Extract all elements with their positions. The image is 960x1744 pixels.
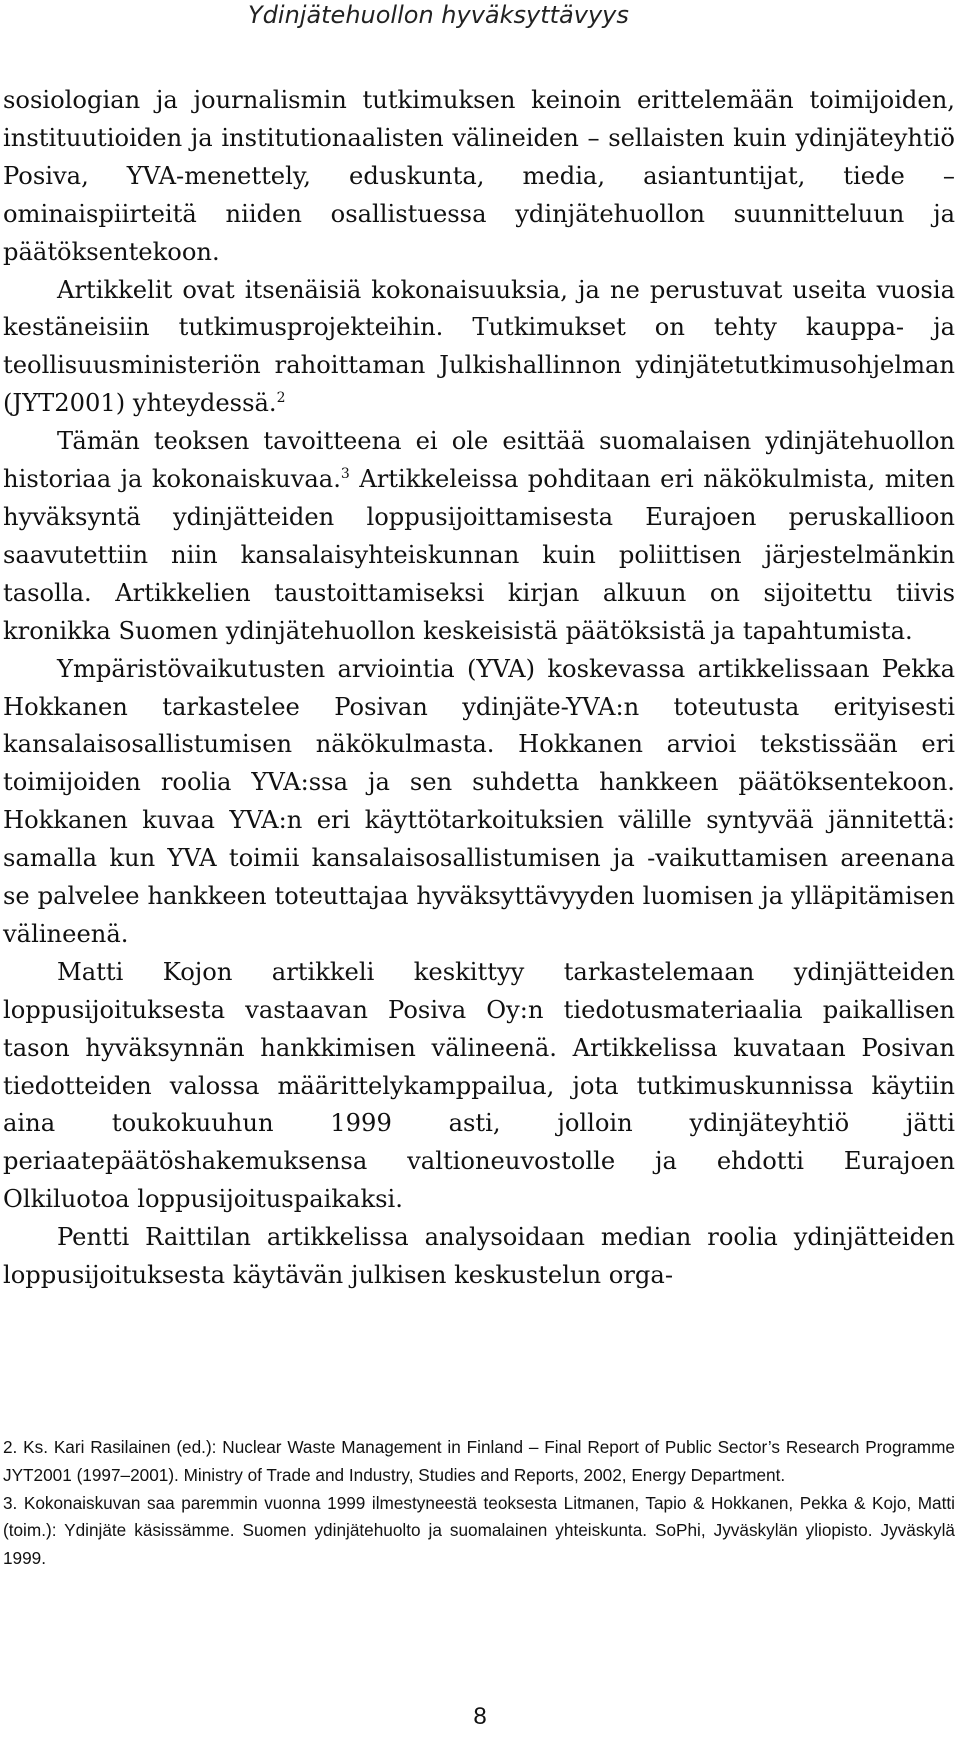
paragraph-articles (3, 272, 955, 424)
paragraph-text: Artikkelit ovat itsenäisiä kokonaisuuksia, ja ne perustuvat useita vuosia kestäneisiin tutkimusprojekteihin. Tutkimukset on tehty kauppa- ja teollisuusministeriön rahoittaman Julkishallinnon ydinjätetutkimusohjelman (JYT2001) yhteydessä. (3, 275, 955, 418)
paragraph-text: Tämän teoksen tavoitteena ei ole esittää suomalaisen ydinjätehuollon historiaa ja kokonaiskuvaa. (3, 427, 955, 494)
footnotes (3, 1434, 955, 1573)
paragraph-text: Artikkeleissa pohditaan eri näkökulmista, miten hyväksyntä ydinjätteiden loppusijoittamisesta Eurajoen peruskallioon saavutettiin niin kansalaisyhteiskunnan kuin poliittisen järjestelmänkin tasolla. Artikkelien taustoittamiseksi kirjan alkuun on sijoitettu tiivis kronikka Suomen ydinjätehuollon keskeisistä päätöksistä ja tapahtumista. (3, 465, 955, 645)
paragraph-text: Pentti Raittilan artikkelissa analysoidaan median roolia ydinjätteiden loppusijoituksesta käytävän julkisen keskustelun orga- (3, 1223, 955, 1290)
paragraph-aim (3, 423, 955, 650)
running-header: Ydinjätehuollon hyväksyttävyys (248, 1, 629, 29)
paragraph-raittila (3, 1219, 955, 1295)
paragraph-text: Ympäristövaikutusten arviointia (YVA) koskevassa artikkelissaan Pekka Hokkanen tarkastelee Posivan ydinjäte-YVA:n toteutusta erityisesti kansalaisosallistumisen näkökulmasta. Hokkanen arvioi tekstissään eri toimijoiden roolia YVA:ssa ja sen suhdetta hankkeen päätöksentekoon. Hokkanen kuvaa YVA:n eri käyttötarkoituksien välille syntyvää jännitettä: samalla kun YVA toimii kansalaisosallistumisen ja -vaikuttamisen areenana se palvelee hankkeen toteuttajaa hyväksyttävyyden luomisen ja ylläpitämisen välineenä. (3, 654, 955, 948)
paragraph-intro (3, 82, 955, 272)
paragraph-hokkanen (3, 651, 955, 954)
footnote-reference-2[interactable]: 2 (276, 390, 286, 407)
footnote-3: 3. Kokonaiskuvan saa paremmin vuonna 1999 ilmestyneestä teoksesta Litmanen, Tapio & Hokkanen, Pekka & Kojo, Matti (toim.): Ydinjäte käsissämme. Suomen ydinjätehuolto ja suomalainen yhteiskunta. SoPhi, Jyväskylän yliopisto. Jyväskylä 1999. (3, 1492, 955, 1569)
paragraph-kojo (3, 954, 955, 1219)
footnote-2: 2. Ks. Kari Rasilainen (ed.): Nuclear Waste Management in Finland – Final Report of Public Sector’s Research Programme JYT2001 (1997–2001). Ministry of Trade and Industry, Studies and Reports, 2002, Energy Department. (3, 1437, 955, 1485)
page-number: 8 (473, 1703, 487, 1730)
footnote-reference-3[interactable]: 3 (340, 466, 350, 483)
paragraph-text: sosiologian ja journalismin tutkimuksen keinoin erittelemään toimijoiden, instituutioiden ja institutionaalisten välineiden – sellaisten kuin ydinjäteyhtiö Posiva, YVA-menettely, eduskunta, media, asiantuntijat, tiede – ominaispiirteitä niiden osallistuessa ydinjätehuollon suunnitteluun ja päätöksentekoon. (3, 86, 955, 266)
paragraph-text: Matti Kojon artikkeli keskittyy tarkastelemaan ydinjätteiden loppusijoituksesta vastaavan Posiva Oy:n tiedotusmateriaalia paikallisen tason hyväksynnän hankkimisen välineenä. Artikkelissa kuvataan Posivan tiedotteiden valossa määrittelykamppailua, jota tutkimuskunnissa käytiin aina toukokuuhun 1999 asti, jolloin ydinjäteyhtiö jätti periaatepäätöshakemuksensa valtioneuvostolle ja ehdotti Eurajoen Olkiluotoa loppusijoituspaikaksi. (3, 957, 955, 1214)
body-text (3, 82, 955, 1295)
